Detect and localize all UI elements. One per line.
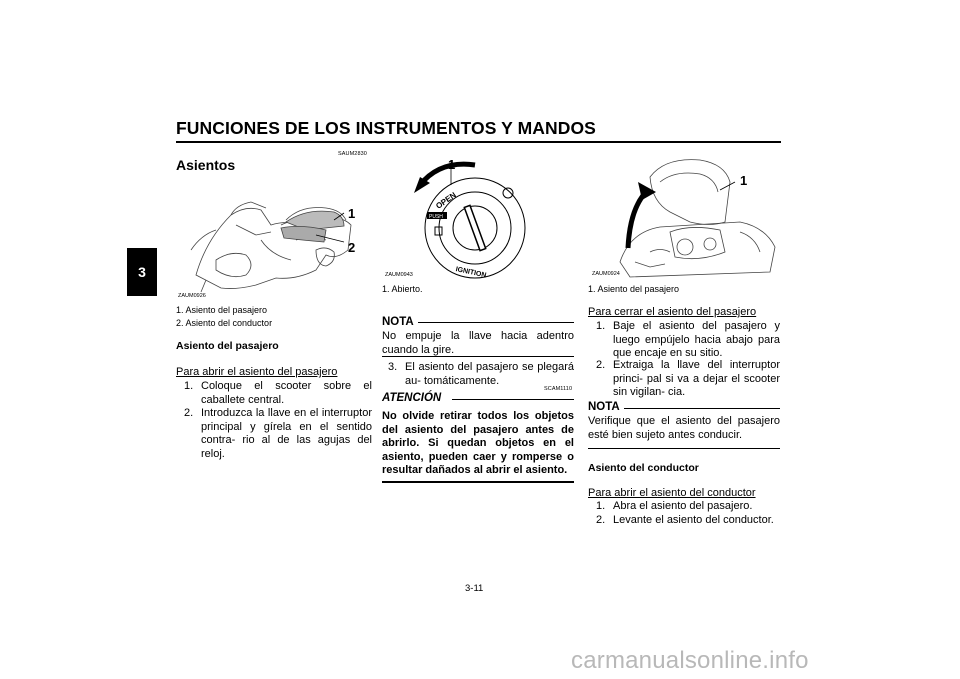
atencion-text: No olvide retirar todos los objetos del asiento del pasajero antes de abrirlo. Si quedan objetos en el asiento, pueden caer y romperse o resultar dañados al abrir el asiento.	[382, 410, 574, 476]
caption-2: 2. Asiento del conductor	[176, 318, 273, 328]
scooter-seats-illustration	[176, 180, 372, 300]
ignition-label: IGNITION	[454, 266, 487, 280]
close-passenger-seat-heading: Para cerrar el asiento del pasajero	[588, 306, 757, 318]
step-text: Introduzca la llave en el interruptor principal y gírela en el sentido contra- rio al de las agujas del reloj.	[201, 407, 372, 460]
nota-rule	[418, 322, 574, 323]
section-code: SCAM1110	[544, 386, 573, 392]
nota-text: No empuje la llave hacia adentro cuando la gire.	[382, 330, 574, 356]
open-passenger-seat-illustration	[590, 152, 780, 280]
nota-end-rule	[588, 448, 780, 449]
step-number: 1.	[596, 320, 606, 332]
watermark: carmanualsonline.info	[571, 647, 809, 674]
callout-1: 1	[448, 157, 456, 172]
figure-code: ZAUM0943	[385, 272, 413, 278]
atencion-end-rule	[382, 481, 574, 483]
step-text: Extraiga la llave del interruptor princi- pal si va a dejar el scooter sin vigilan- cia.	[613, 359, 780, 398]
close-step-2	[596, 359, 780, 400]
step-3	[388, 361, 574, 388]
subheading-passenger-seat: Asiento del pasajero	[176, 340, 279, 352]
step-1	[184, 380, 372, 407]
step-number: 2.	[596, 359, 606, 371]
caption-open: 1. Abierto.	[382, 284, 423, 294]
step-number: 1.	[184, 380, 194, 392]
key-switch-illustration	[400, 155, 580, 280]
figure-code: ZAUM0924	[592, 271, 620, 277]
open-driver-seat-heading: Para abrir el asiento del conductor	[588, 487, 756, 499]
push-label: PUSH	[429, 214, 443, 220]
open-passenger-seat-heading: Para abrir el asiento del pasajero	[176, 366, 338, 378]
caption-passenger-seat: 1. Asiento del pasajero	[588, 284, 680, 294]
atencion-title: ATENCIÓN	[382, 392, 442, 404]
step-number: 2.	[184, 407, 194, 419]
section-title: Asientos	[176, 157, 236, 173]
nota-text: Verifique que el asiento del pasajero esté bien sujeto antes conducir.	[588, 415, 780, 441]
step-number: 1.	[596, 500, 606, 512]
step-text: Abra el asiento del pasajero.	[613, 500, 753, 512]
open-step-2	[596, 514, 780, 528]
step-text: Levante el asiento del conductor.	[613, 514, 774, 526]
nota-title: NOTA	[382, 316, 414, 328]
step-number: 2.	[596, 514, 606, 526]
subheading-driver-seat: Asiento del conductor	[588, 462, 699, 474]
page-number: 3-11	[465, 583, 484, 594]
callout-1: 1	[348, 206, 356, 221]
step-text: Baje el asiento del pasajero y luego empújelo hacia abajo para que encaje en su sitio.	[613, 320, 780, 359]
chapter-tab: 3	[127, 248, 157, 296]
step-text: El asiento del pasajero se plegará au- tomáticamente.	[405, 361, 574, 387]
page-title: FUNCIONES DE LOS INSTRUMENTOS Y MANDOS	[176, 118, 596, 138]
figure-code: ZAUM0926	[178, 293, 206, 299]
close-step-1	[596, 320, 780, 361]
step-text: Coloque el scooter sobre el caballete central.	[201, 380, 372, 406]
step-number: 3.	[388, 361, 398, 373]
step-2	[184, 407, 372, 461]
atencion-rule	[452, 399, 574, 400]
caption-1: 1. Asiento del pasajero	[176, 305, 268, 315]
open-step-1	[596, 500, 780, 514]
header-rule	[176, 141, 781, 143]
nota-end-rule	[382, 356, 574, 357]
nota-title: NOTA	[588, 401, 620, 413]
callout-1: 1	[740, 173, 748, 188]
section-code: SAUM2830	[338, 151, 367, 157]
callout-2: 2	[348, 240, 356, 255]
open-label: OPEN	[434, 190, 458, 211]
nota-rule	[624, 408, 780, 409]
